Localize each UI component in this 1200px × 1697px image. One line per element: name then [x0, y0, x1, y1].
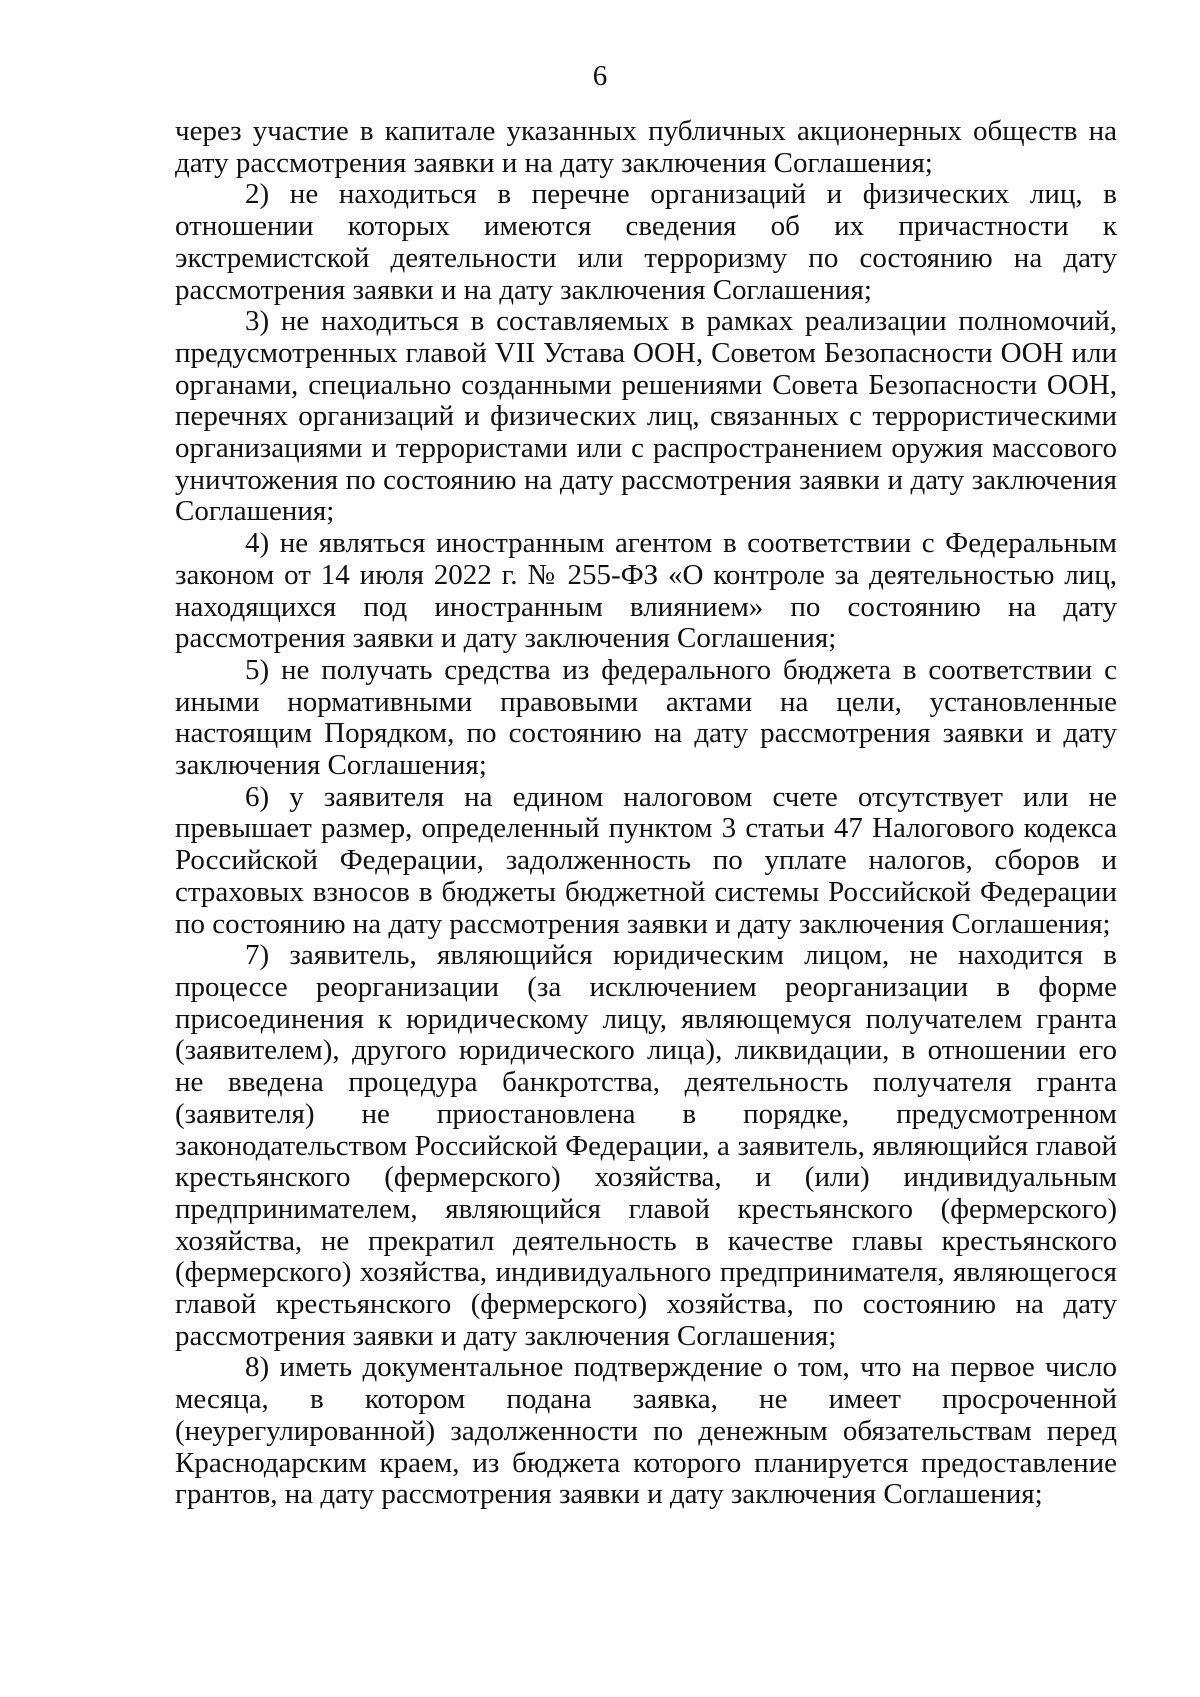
paragraph-item-6: 6) у заявителя на едином налоговом счете отсутствует или не превышает размер, определенный пунктом 3 статьи 47 Налогового кодекса Российской Федерации, задолженность по уплате налогов, сборов и страховых взносов в бюджеты бюджетной системы Российской Федерации по состоянию на дату рассмотрения заявки и дату заключения Соглашения;	[175, 780, 1117, 940]
paragraph-item-8: 8) иметь документальное подтверждение о том, что на первое число месяца, в котором подана заявка, не имеет просроченной (неурегулированной) задолженности по денежным обязательствам перед Краснодарским краем, из бюджета которого планируется предоставление грантов, на дату рассмотрения заявки и дату заключения Соглашения;	[175, 1351, 1117, 1511]
paragraph-item-2: 2) не находиться в перечне организаций и физических лиц, в отношении которых имеются сведения об их причастности к экстремистской деятельности или терроризму по состоянию на дату рассмотрения заявки и на дату заключения Соглашения;	[175, 178, 1117, 306]
paragraph-item-5: 5) не получать средства из федерального бюджета в соответствии с иными нормативными правовыми актами на цели, установленные настоящим Порядком, по состоянию на дату рассмотрения заявки и дату заключения Соглашения;	[175, 653, 1117, 782]
paragraph-item-7: 7) заявитель, являющийся юридическим лицом, не находится в процессе реорганизации (за исключением реорганизации в форме присоединения к юридическому лицу, являющемуся получателем гранта (заявителем), другого юридического лица), ликвидации, в отношении его не введена процедура банкротства, деятельность получателя гранта (заявителя) не приостановлена в порядке, предусмотренном законодательством Российской Федерации, а заявитель, являющийся главой крестьянского (фермерского) хозяйства, и (или) индивидуальным предпринимателем, являющийся главой крестьянского (фермерского) хозяйства, не прекратил деятельность в качестве главы крестьянского (фермерского) хозяйства, индивидуального предпринимателя, являющегося главой крестьянского (фермерского) хозяйства, по состоянию на дату рассмотрения заявки и дату заключения Соглашения;	[175, 939, 1117, 1352]
document-body	[175, 116, 1117, 1511]
page-number: 6	[592, 60, 608, 92]
paragraph-item-4: 4) не являться иностранным агентом в соответствии с Федеральным законом от 14 июля 2022 г. № 255-ФЗ «О контроле за деятельностью лиц, находящихся под иностранным влиянием» по состоянию на дату рассмотрения заявки и дату заключения Соглашения;	[175, 527, 1117, 655]
paragraph-continued: через участие в капитале указанных публичных акционерных обществ на дату рассмотрения заявки и на дату заключения Соглашения;	[175, 115, 1117, 179]
paragraph-item-3: 3) не находиться в составляемых в рамках реализации полномочий, предусмотренных главой VII Устава ООН, Советом Безопасности ООН или органами, специально созданными решениями Совета Безопасности ООН, перечнях организаций и физических лиц, связанных с террористическими организациями и террористами или с распространением оружия массового уничтожения по состоянию на дату рассмотрения заявки и дату заключения Соглашения;	[175, 305, 1117, 528]
